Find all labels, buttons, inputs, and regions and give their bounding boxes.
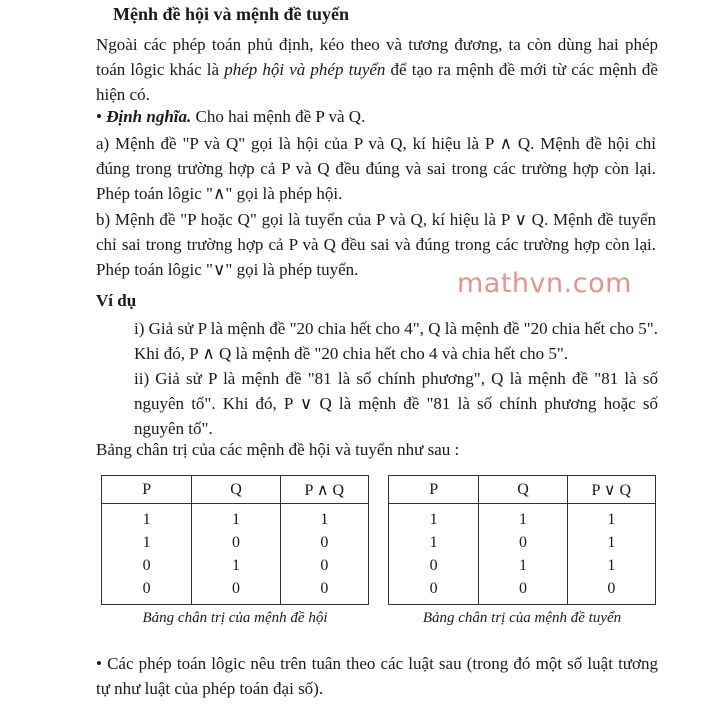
intro-emphasis: phép hội và phép tuyển [224,60,386,79]
table-header-cell: P ∨ Q [567,476,655,504]
table-cell: 0 [389,554,479,577]
table-header-row [389,476,656,504]
table-cell: 0 [102,554,192,577]
definition-label: Định nghĩa. [106,107,192,126]
intro-paragraph [96,32,658,107]
table-cell: 1 [102,531,192,554]
table-cell: 1 [479,554,567,577]
example-ii-paragraph: ii) Giả sử P là mệnh đề "81 là số chính phương", Q là mệnh đề "81 là số nguyên tố". Khi đó, P ∨ Q là mệnh đề "81 là số chính phương hoặc số nguyên tố". [134,369,658,438]
table-cell: 1 [280,504,368,532]
table-row [389,554,656,577]
table-header-cell: P [102,476,192,504]
example-heading: Ví dụ [96,291,137,310]
table-cell: 1 [192,554,280,577]
table-cell: 0 [389,577,479,605]
section-heading: Mệnh đề hội và mệnh đề tuyển [113,4,350,24]
caption-disjunction: Bảng chân trị của mệnh đề tuyển [422,610,622,626]
table-cell: 0 [280,577,368,605]
table-cell: 0 [280,531,368,554]
table-cell: 1 [389,504,479,532]
intro-text-before: Ngoài các phép toán phủ định, kéo theo và tương đương, ta còn dùng hai phép toán lôgic khác là [96,35,658,79]
table-header-cell: Q [479,476,567,504]
definition-bullet: • [96,107,107,126]
truth-table-intro: Bảng chân trị của các mệnh đề hội và tuyển như sau : [96,440,460,459]
table-row [389,531,656,554]
truth-table-disjunction [388,475,656,605]
table-cell: 0 [280,554,368,577]
table-header-cell: Q [192,476,280,504]
table-header-row [102,476,369,504]
intro-text-after: để tạo ra mệnh đề mới từ các mệnh đề hiện có. [96,60,658,104]
definition-paragraph [96,104,658,129]
table-cell: 0 [479,531,567,554]
table-header-cell: P ∧ Q [280,476,368,504]
definition-b-paragraph: b) Mệnh đề "P hoặc Q" gọi là tuyển của P và Q, kí hiệu là P ∨ Q. Mệnh đề tuyển chỉ sai trong trường hợp cả P và Q đều sai và đúng trong các trường hợp còn lại. Phép toán lôgic "∨" gọi là phép tuyển. [96,210,656,279]
table-cell: 0 [567,577,655,605]
example-i-paragraph: i) Giả sử P là mệnh đề "20 chia hết cho 4", Q là mệnh đề "20 chia hết cho 5". Khi đó, P ∧ Q là mệnh đề "20 chia hết cho 4 và chia hết cho 5". [134,319,658,363]
table-cell: 0 [102,577,192,605]
table-cell: 1 [102,504,192,532]
table-cell: 1 [389,531,479,554]
definition-a-paragraph: a) Mệnh đề "P và Q" gọi là hội của P và Q, kí hiệu là P ∧ Q. Mệnh đề hội chỉ đúng trong trường hợp cả P và Q đều đúng và sai trong các trường hợp còn lại. Phép toán lôgic "∧" gọi là phép hội. [96,134,656,203]
table-cell: 0 [192,531,280,554]
table-cell: 1 [192,504,280,532]
caption-conjunction: Bảng chân trị của mệnh đề hội [142,610,328,626]
table-row [102,504,369,532]
table-row [102,577,369,605]
watermark: mathvn.com [457,268,632,299]
table-cell: 0 [192,577,280,605]
definition-text: Cho hai mệnh đề P và Q. [191,107,366,126]
table-header-cell: P [389,476,479,504]
table-cell: 0 [479,577,567,605]
table-row [389,504,656,532]
table-cell: 1 [479,504,567,532]
table-cell: 1 [567,504,655,532]
table-cell: 1 [567,554,655,577]
table-row [102,554,369,577]
table-row [102,531,369,554]
truth-table-conjunction [101,475,369,605]
table-row [389,577,656,605]
laws-note-paragraph: • Các phép toán lôgic nêu trên tuân theo các luật sau (trong đó một số luật tương tự như luật của phép toán đại số). [96,654,658,698]
table-cell: 1 [567,531,655,554]
